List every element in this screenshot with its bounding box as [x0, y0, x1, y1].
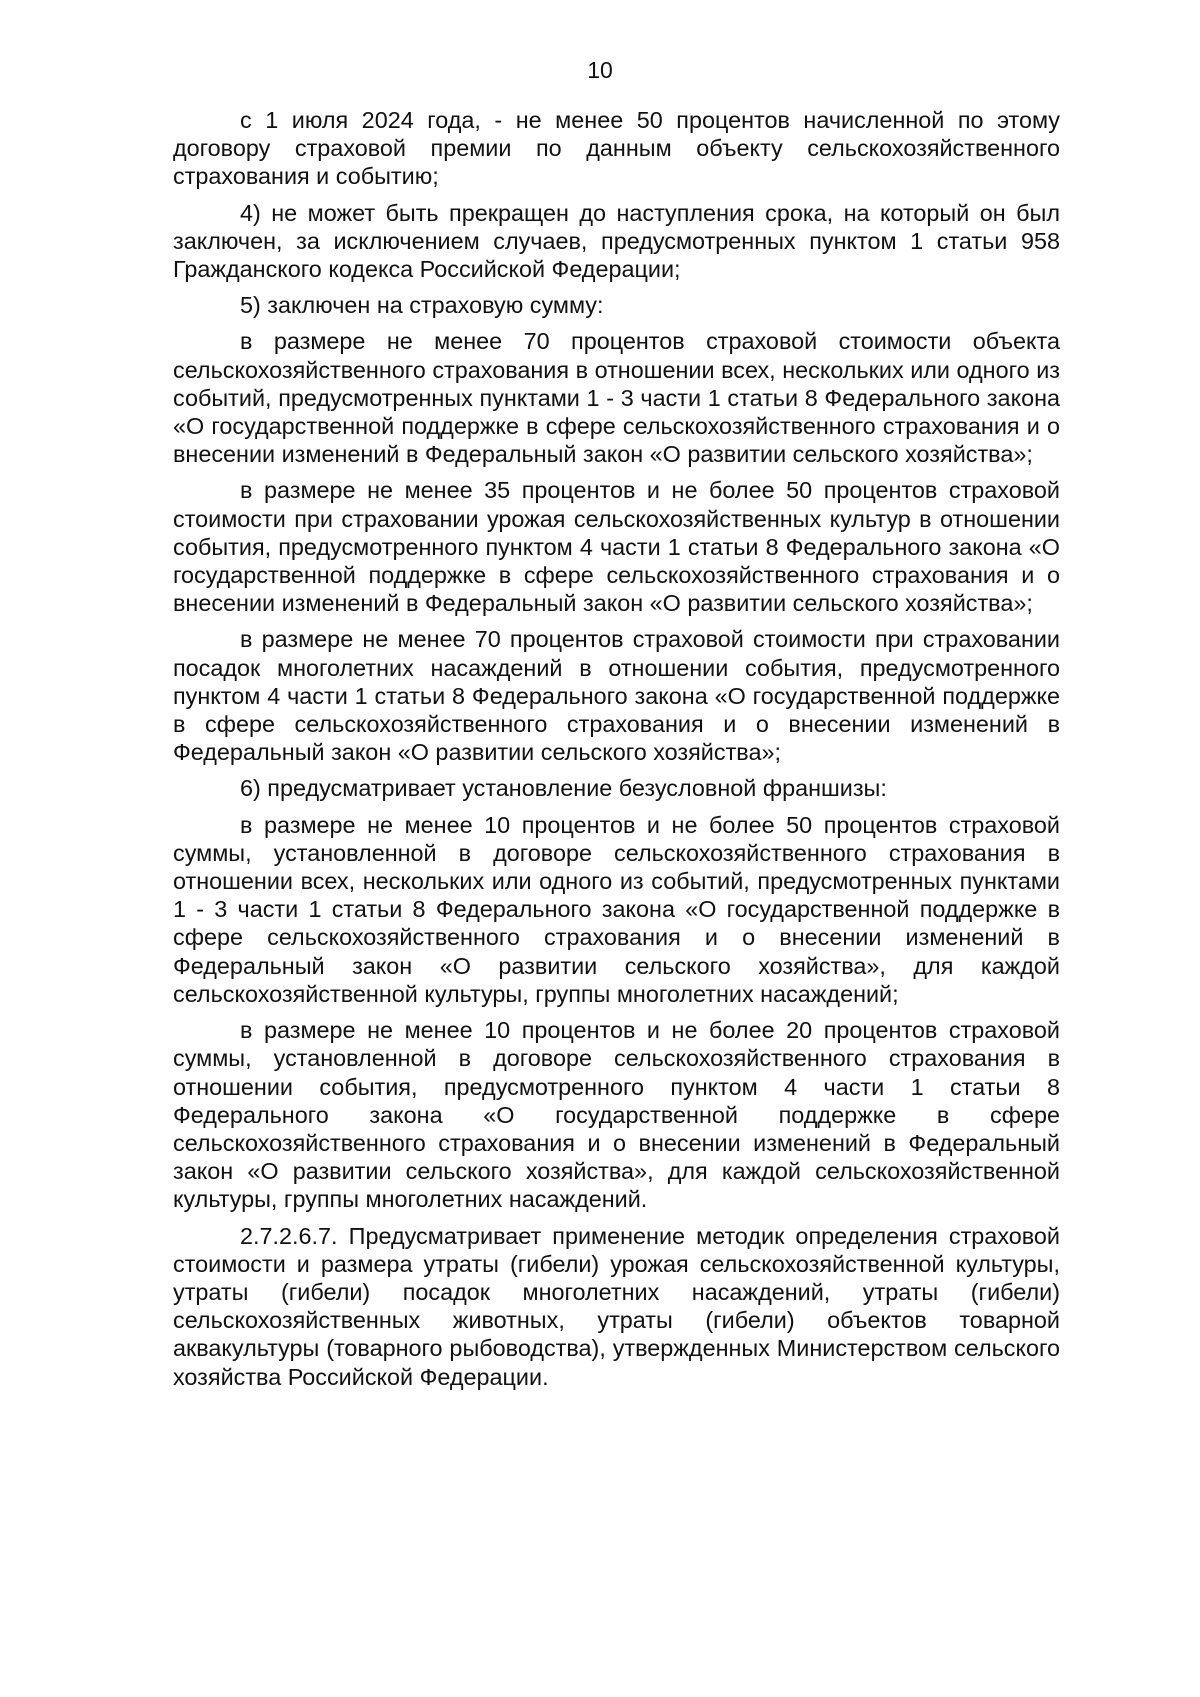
- page-number: 10: [587, 57, 613, 83]
- paragraph-item-5-insured-sum: 5) заключен на страховую сумму:: [240, 292, 604, 319]
- paragraph-item-4-termination: 4) не может быть прекращен до наступления срока, на который он был заключен, за исключением случаев, предусмотренных пунктом 1 статьи 958 Гражданского кодекса Российской Федерации;: [173, 199, 1060, 283]
- paragraph-deductible-10-20-percent: в размере не менее 10 процентов и не более 20 процентов страховой суммы, установленной в договоре сельскохозяйственного страхования в отношении события, предусмотренного пунктом 4 части 1 статьи 8 Федерального закона «О государственной поддержке в сфере сельскохозяйственного страхования и о внесении изменений в Федеральный закон «О развитии сельского хозяйства», для каждой сельскохозяйственной культуры, группы многолетних насаждений.: [173, 1017, 1060, 1213]
- paragraph-section-2-7-2-6-7: 2.7.2.6.7. Предусматривает применение методик определения страховой стоимости и размера утраты (гибели) урожая сельскохозяйственной культуры, утраты (гибели) посадок многолетних насаждений, утраты (гибели) сельскохозяйственных животных, утраты (гибели) объектов товарной аквакультуры (товарного рыбоводства), утвержденных Министерством сельского хозяйства Российской Федерации.: [173, 1222, 1060, 1390]
- paragraph-insured-sum-perennial: в размере не менее 70 процентов страховой стоимости при страховании посадок многолетних насаждений в отношении события, предусмотренного пунктом 4 части 1 статьи 8 Федерального закона «О государственной поддержке в сфере сельскохозяйственного страхования и о внесении изменений в Федеральный закон «О развитии сельского хозяйства»;: [173, 626, 1060, 766]
- paragraph-deductible-10-50-percent: в размере не менее 10 процентов и не более 50 процентов страховой суммы, установленной в договоре сельскохозяйственного страхования в отношении всех, нескольких или одного из событий, предусмотренных пунктами 1 - 3 части 1 статьи 8 Федерального закона «О государственной поддержке в сфере сельскохозяйственного страхования и о внесении изменений в Федеральный закон «О развитии сельского хозяйства», для каждой сельскохозяйственной культуры, группы многолетних насаждений;: [173, 811, 1060, 1007]
- document-body: [173, 106, 1060, 1399]
- paragraph-insured-sum-70-percent: в размере не менее 70 процентов страховой стоимости объекта сельскохозяйственного страхования в отношении всех, нескольких или одного из событий, предусмотренных пунктами 1 - 3 части 1 статьи 8 Федерального закона «О государственной поддержке в сфере сельскохозяйственного страхования и о внесении изменений в Федеральный закон «О развитии сельского хозяйства»;: [173, 328, 1060, 468]
- paragraph-item-6-deductible: 6) предусматривает установление безусловной франшизы:: [240, 775, 887, 802]
- paragraph-premium-deadline: с 1 июля 2024 года, - не менее 50 процентов начисленной по этому договору страховой премии по данным объекту сельскохозяйственного страхования и событию;: [173, 107, 1060, 190]
- paragraph-insured-sum-35-50-percent: в размере не менее 35 процентов и не более 50 процентов страховой стоимости при страховании урожая сельскохозяйственных культур в отношении события, предусмотренного пунктом 4 части 1 статьи 8 Федерального закона «О государственной поддержке в сфере сельскохозяйственного страхования и о внесении изменений в Федеральный закон «О развитии сельского хозяйства»;: [173, 477, 1060, 617]
